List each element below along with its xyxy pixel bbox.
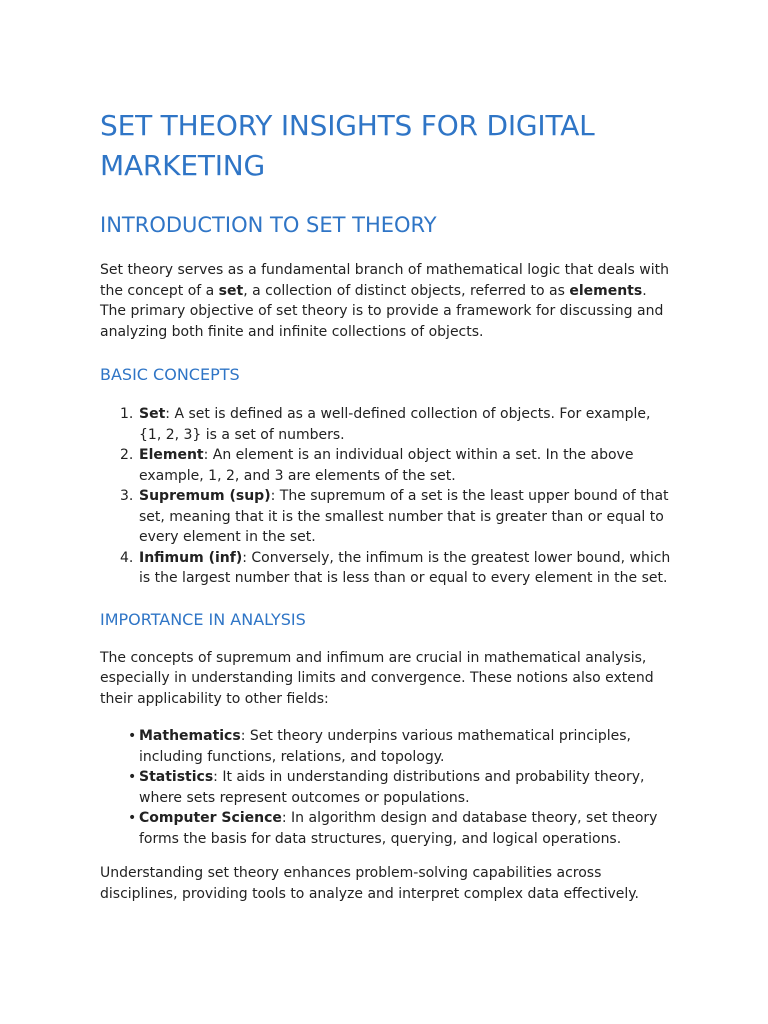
section-heading-introduction: INTRODUCTION TO SET THEORY (100, 213, 437, 237)
intro-text-2: , a collection of distinct objects, referred to as (243, 282, 570, 299)
intro-text-3: . The primary objective of set theory is to provide a framework for discussing and analyzing both finite and infinite collections of objects. (100, 282, 664, 340)
list-item (100, 767, 672, 808)
list-item (100, 726, 672, 767)
term-set: set (218, 282, 244, 299)
intro-text-1: Set theory serves as a fundamental branch of mathematical logic that deals with the concept of a (100, 262, 669, 299)
document-page (100, 106, 672, 904)
list-number: 3. (120, 488, 134, 504)
intro-paragraph (100, 260, 672, 342)
document-title: SET THEORY INSIGHTS FOR DIGITAL MARKETING (100, 109, 595, 182)
fields-list (100, 726, 672, 849)
list-term: Infimum (inf) (139, 549, 243, 566)
list-term: Element (139, 447, 204, 463)
list-item (100, 445, 672, 486)
list-term: Statistics (139, 769, 214, 785)
list-number: 4. (120, 549, 134, 566)
bullet-icon: • (128, 728, 137, 744)
list-item (100, 808, 672, 849)
list-text: : Set theory underpins various mathematical principles, including functions, relations, and topology. (139, 728, 631, 765)
list-number: 1. (120, 406, 134, 422)
list-text: : In algorithm design and database theory, set theory forms the basis for data structures, querying, and logical operations. (139, 810, 658, 847)
term-elements: elements (569, 282, 643, 299)
list-item (100, 486, 672, 548)
list-text: : An element is an individual object within a set. In the above example, 1, 2, and 3 are elements of the set. (139, 447, 634, 484)
list-term: Mathematics (139, 728, 241, 744)
list-text: : It aids in understanding distributions and probability theory, where sets represent outcomes or populations. (139, 769, 645, 806)
list-number: 2. (120, 447, 134, 463)
bullet-icon: • (128, 769, 137, 785)
basic-concepts-list (100, 404, 672, 589)
list-text: : The supremum of a set is the least upper bound of that set, meaning that it is the smallest number that is greater than or equal to every element in the set. (139, 488, 669, 545)
list-term: Supremum (sup) (139, 488, 271, 504)
list-term: Set (139, 406, 166, 422)
list-text: : A set is defined as a well-defined collection of objects. For example, {1, 2, 3} is a set of numbers. (139, 406, 651, 443)
closing-paragraph: Understanding set theory enhances problem-solving capabilities across disciplines, providing tools to analyze and interpret complex data effectively. (100, 865, 639, 902)
list-text: : Conversely, the infimum is the greatest lower bound, which is the largest number that is less than or equal to every element in the set. (139, 549, 671, 586)
bullet-icon: • (128, 810, 137, 826)
list-item (100, 548, 672, 589)
list-item (100, 404, 672, 445)
importance-paragraph: The concepts of supremum and infimum are crucial in mathematical analysis, especially in understanding limits and convergence. These notions also extend their applicability to other fields: (100, 649, 654, 707)
list-term: Computer Science (139, 810, 282, 826)
subsection-heading-importance: IMPORTANCE IN ANALYSIS (100, 609, 306, 629)
subsection-heading-basic-concepts: BASIC CONCEPTS (100, 365, 240, 384)
